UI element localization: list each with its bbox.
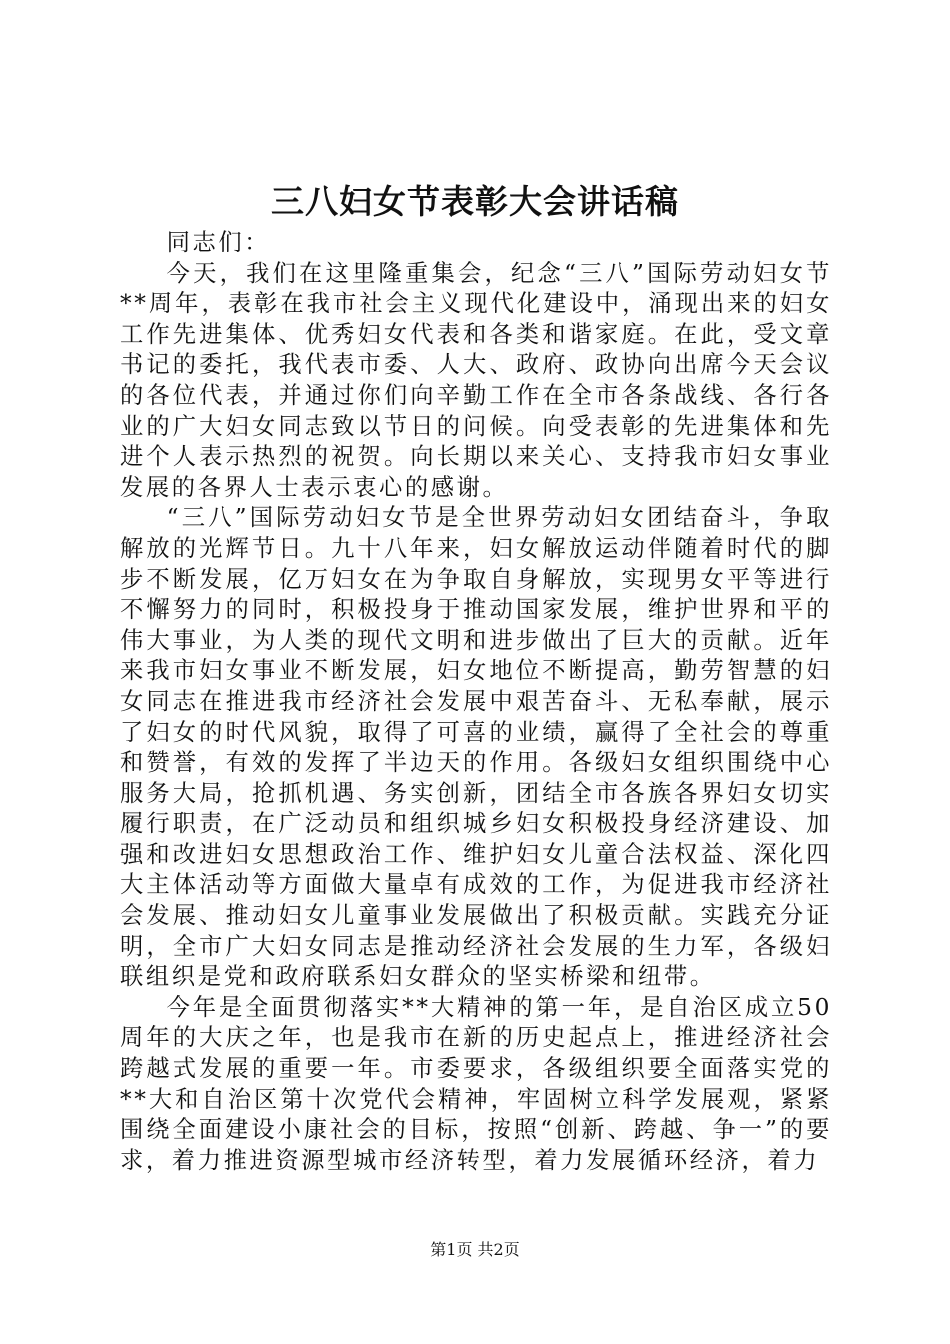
page-footer: 第1页 共2页: [430, 1240, 520, 1259]
document-body: [120, 228, 832, 1176]
paragraph-1: 今天，我们在这里隆重集会，纪念“三八”国际劳动妇女节**周年，表彰在我市社会主义现代化建设中，涌现出来的妇女工作先进集体、优秀妇女代表和各类和谐家庭。在此，受文章书记的委托，我代表市委、人大、政府、政协向出席今天会议的各位代表，并通过你们向辛勤工作在全市各条战线、各行各业的广大妇女同志致以节日的问候。向受表彰的先进集体和先进个人表示热烈的祝贺。向长期以来关心、支持我市妇女事业发展的各界人士表示衷心的感谢。: [120, 259, 832, 501]
paragraph-3: 今年是全面贯彻落实**大精神的第一年，是自治区成立50周年的大庆之年，也是我市在新的历史起点上，推进经济社会跨越式发展的重要一年。市委要求，各级组织要全面落实党的**大和自治区第十次党代会精神，牢固树立科学发展观，紧紧围绕全面建设小康社会的目标，按照“创新、跨越、争一”的要求，着力推进资源型城市经济转型，着力发展循环经济，着力: [120, 993, 832, 1174]
paragraph-2: “三八”国际劳动妇女节是全世界劳动妇女团结奋斗，争取解放的光辉节日。九十八年来，妇女解放运动伴随着时代的脚步不断发展，亿万妇女在为争取自身解放，实现男女平等进行不懈努力的同时，积极投身于推动国家发展，维护世界和平的伟大事业，为人类的现代文明和进步做出了巨大的贡献。近年来我市妇女事业不断发展，妇女地位不断提高，勤劳智慧的妇女同志在推进我市经济社会发展中艰苦奋斗、无私奉献，展示了妇女的时代风貌，取得了可喜的业绩，赢得了全社会的尊重和赞誉，有效的发挥了半边天的作用。各级妇女组织围绕中心服务大局，抢抓机遇、务实创新，团结全市各族各界妇女切实履行职责，在广泛动员和组织城乡妇女积极投身经济建设、加强和改进妇女思想政治工作、维护妇女儿童合法权益、深化四大主体活动等方面做大量卓有成效的工作，为促进我市经济社会发展、推动妇女儿童事业发展做出了积极贡献。实践充分证明，全市广大妇女同志是推动经济社会发展的生力军，各级妇联组织是党和政府联系妇女群众的坚实桥梁和纽带。: [120, 504, 832, 991]
document-title: 三八妇女节表彰大会讲话稿: [271, 182, 679, 221]
salutation: 同志们：: [166, 229, 271, 256]
